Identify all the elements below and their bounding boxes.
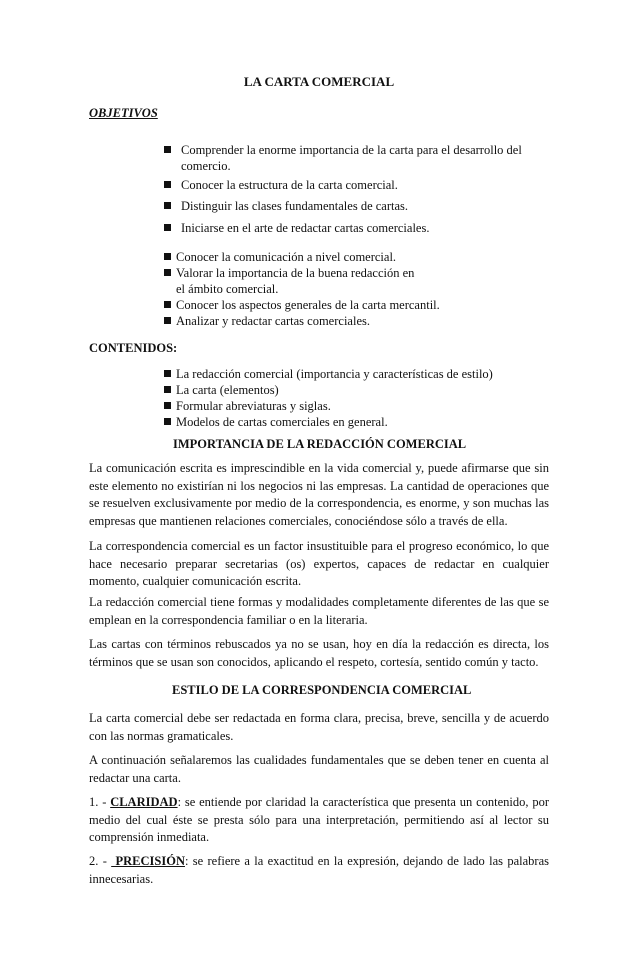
list-item: Formular abreviaturas y siglas. xyxy=(164,398,544,414)
list-item: Conocer la estructura de la carta comercial. xyxy=(164,177,544,193)
precision-number: 2. - xyxy=(89,854,112,868)
list-item: Valorar la importancia de la buena redacción en el ámbito comercial. xyxy=(164,265,474,297)
square-bullet-icon xyxy=(164,370,171,377)
contenidos-heading: CONTENIDOS: xyxy=(89,341,178,355)
square-bullet-icon xyxy=(164,181,171,188)
paragraph: La carta comercial debe ser redactada en forma clara, precisa, breve, sencilla y de acuerdo con las normas gramaticales. xyxy=(89,711,549,743)
document-title: LA CARTA COMERCIAL xyxy=(243,74,395,89)
importancia-section-title: IMPORTANCIA DE LA REDACCIÓN COMERCIAL xyxy=(173,437,467,451)
paragraph: La correspondencia comercial es un factor insustituible para el progreso económico, lo que hace necesario preparar secretarias (os) expertos, capaces de redactar en cualquier momento, cualquier comunicación escrita. xyxy=(89,539,549,588)
list-item: Analizar y redactar cartas comerciales. xyxy=(164,313,474,329)
square-bullet-icon xyxy=(164,386,171,393)
list-item: Conocer la comunicación a nivel comercial. xyxy=(164,249,474,265)
square-bullet-icon xyxy=(164,269,171,276)
list-item: La redacción comercial (importancia y características de estilo) xyxy=(164,366,544,382)
paragraph: La redacción comercial tiene formas y modalidades completamente diferentes de las que se emplean en la correspondencia familiar o en la literaria. xyxy=(89,595,549,627)
square-bullet-icon xyxy=(164,317,171,324)
square-bullet-icon xyxy=(164,224,171,231)
square-bullet-icon xyxy=(164,301,171,308)
claridad-paragraph xyxy=(89,794,549,847)
objetivos-heading: OBJETIVOS xyxy=(89,106,158,120)
precision-text: : se refiere a la exactitud en la expresión, dejando de lado las palabras innecesarias. xyxy=(89,854,549,886)
square-bullet-icon xyxy=(164,418,171,425)
paragraph: Las cartas con términos rebuscados ya no se usan, hoy en día la redacción es directa, los términos que se usan son conocidos, aplicando el respeto, cortesía, sentido común y tacto. xyxy=(89,637,549,669)
claridad-text: : se entiende por claridad la característica que presenta un contenido, por medio del cual éste se presta sólo para una interpretación, permitiendo así al lector su comprensión inmediata. xyxy=(89,795,549,844)
square-bullet-icon xyxy=(164,146,171,153)
square-bullet-icon xyxy=(164,402,171,409)
square-bullet-icon xyxy=(164,253,171,260)
list-item: Modelos de cartas comerciales en general. xyxy=(164,414,544,430)
square-bullet-icon xyxy=(164,202,171,209)
paragraph: La comunicación escrita es imprescindible en la vida comercial y, puede afirmarse que sin este elemento no existirían ni los negocios ni las empresas. La cantidad de operaciones que se resuelven exclusivamente por medio de la correspondencia, es enorme, y son muchas las empresas que mantienen relaciones comerciales, conociéndose sólo a través de ella. xyxy=(89,461,549,528)
list-item: Comprender la enorme importancia de la carta para el desarrollo del comercio. xyxy=(164,142,544,174)
precision-paragraph xyxy=(89,853,549,888)
list-item: La carta (elementos) xyxy=(164,382,544,398)
list-item: Conocer los aspectos generales de la carta mercantil. xyxy=(164,297,474,313)
estilo-section-title: ESTILO DE LA CORRESPONDENCIA COMERCIAL xyxy=(172,683,472,697)
list-item: Distinguir las clases fundamentales de cartas. xyxy=(164,198,544,214)
list-item: Iniciarse en el arte de redactar cartas comerciales. xyxy=(164,220,544,236)
precision-label: PRECISIÓN xyxy=(111,854,185,868)
claridad-label: CLARIDAD xyxy=(110,795,178,809)
claridad-number: 1. - xyxy=(89,795,111,809)
paragraph: A continuación señalaremos las cualidades fundamentales que se deben tener en cuenta al redactar una carta. xyxy=(89,753,549,785)
